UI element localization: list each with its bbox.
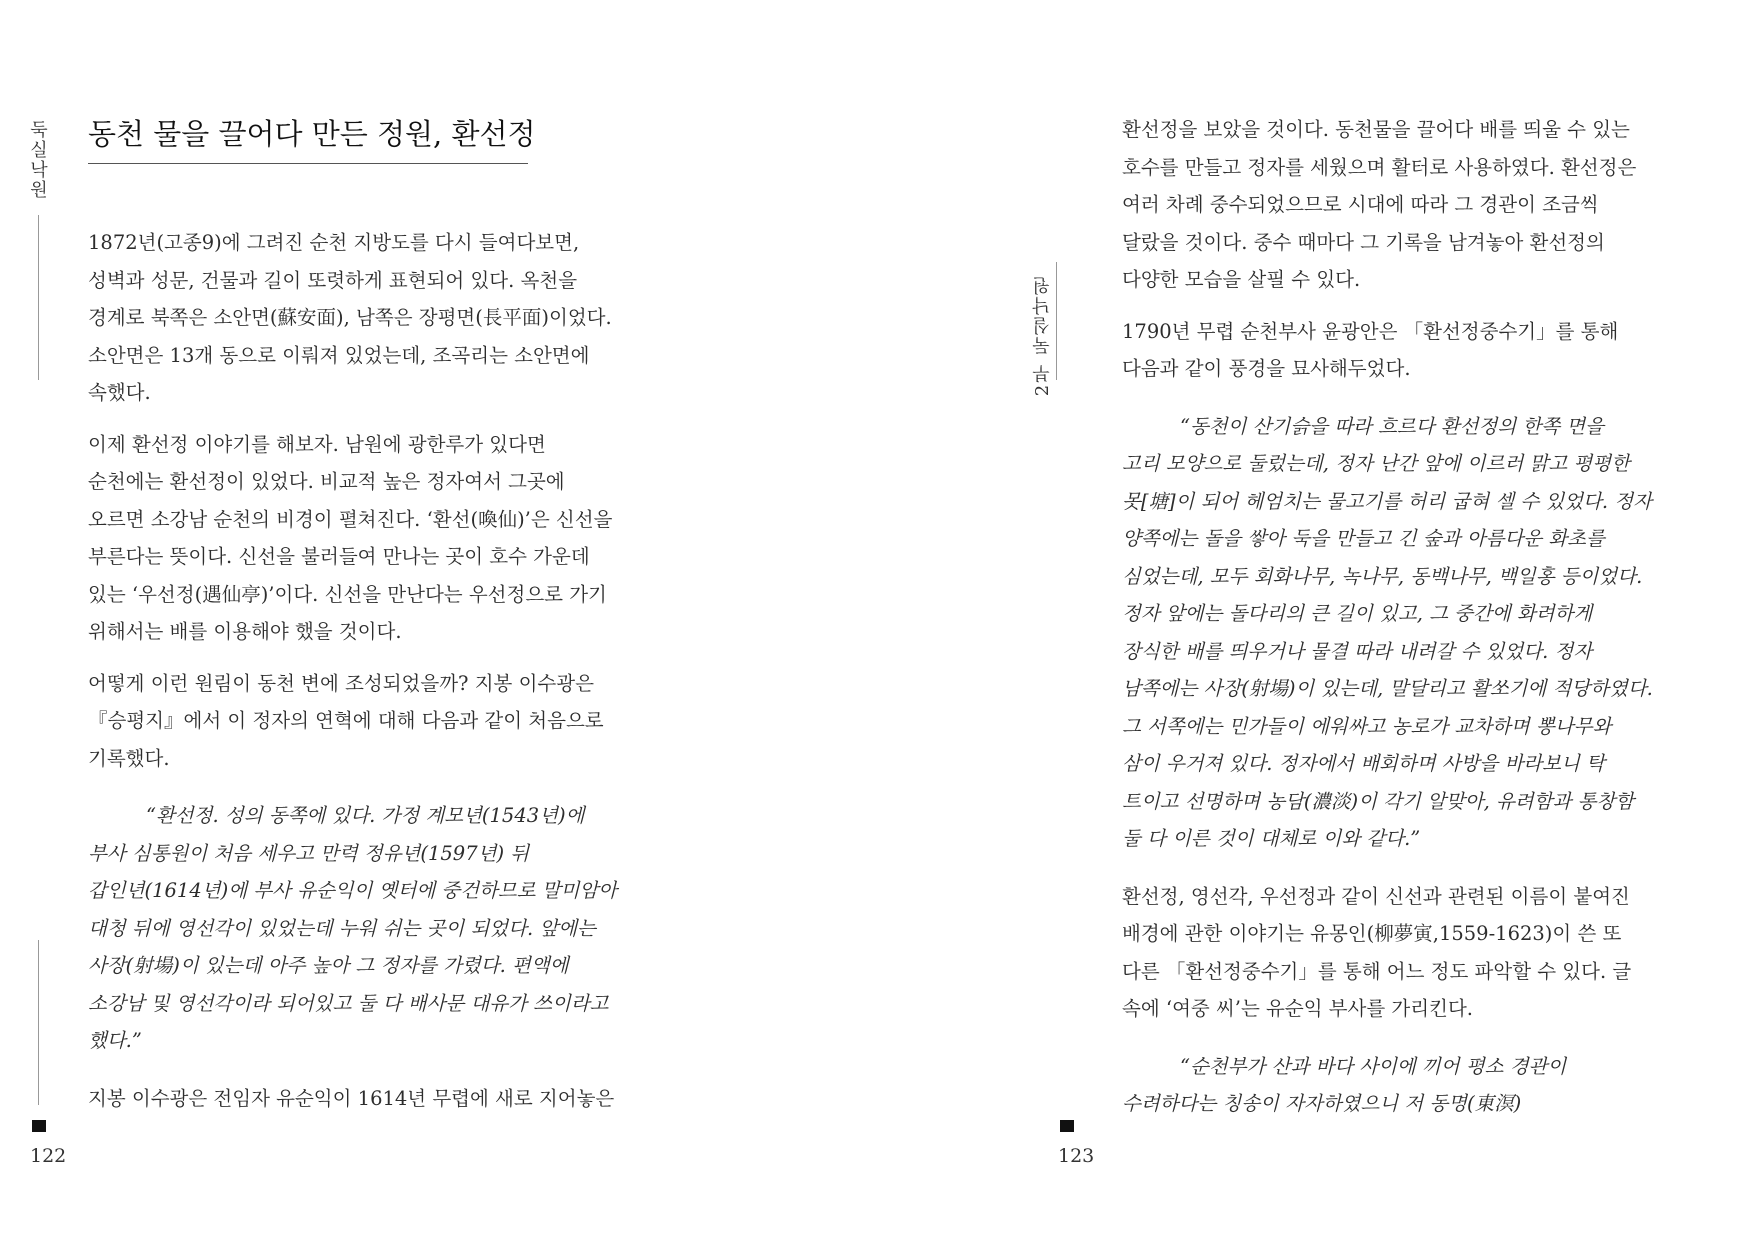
left-body-text <box>88 224 648 1131</box>
block-quote: “환선정. 성의 동쪽에 있다. 가정 계모년(1543년)에 부사 심통원이 처음 세우고 만력 정유년(1597년) 뒤 갑인년(1614년)에 부사 유순익이 옛터에 중건하므로 말미암아 대청 뒤에 영선각이 있었는데 누워 쉬는 곳이 되었다. 앞에는 사장(射場)이 있는데 아주 높아 그 정자를 가렸다. 편액에 소강남 및 영선각이라 되어있고 둘 다 배사문 대유가 쓰이라고 했다.” <box>88 804 618 1052</box>
paragraph: 1790년 무렵 순천부사 윤광안은 「환선정중수기」를 통해 다음과 같이 풍경을 묘사해두었다. <box>1122 319 1619 380</box>
page-number: 122 <box>30 1145 67 1167</box>
block-quote: “동천이 산기슭을 따라 흐르다 환선정의 한쪽 면을 고리 모양으로 둘렀는데, 정자 난간 앞에 이르러 맑고 평평한 못[塘]이 되어 헤엄치는 물고기를 허리 굽혀 셀 수 있었다. 정자 양쪽에는 돌을 쌓아 둑을 만들고 긴 숲과 아름다운 화초를 심었는데, 모두 회화나무, 녹나무, 동백나무, 백일홍 등이었다. 정자 앞에는 돌다리의 큰 길이 있고, 그 중간에 화려하게 장식한 배를 띄우거나 물결 따라 내려갈 수 있었다. 정자 남쪽에는 사장(射場)이 있는데, 말달리고 활쏘기에 적당하였다. 그 서쪽에는 민가들이 에워싸고 농로가 교차하며 뽕나무와 삼이 우거져 있다. 정자에서 배회하며 사방을 바라보니 탁 트이고 선명하며 농담(濃淡)이 각기 알맞아, 유려함과 통창함 둘 다 이른 것이 대체로 이와 같다.” <box>1122 414 1653 850</box>
margin-rule <box>1056 262 1057 380</box>
chapter-title: 동천 물을 끌어다 만든 정원, 환선정 <box>88 112 528 164</box>
paragraph: 지봉 이수광은 전임자 유순익이 1614년 무렵에 새로 지어놓은 <box>88 1086 615 1110</box>
paragraph: 1872년(고종9)에 그려진 순천 지방도를 다시 들여다보면, 성벽과 성문, 건물과 길이 또렷하게 표현되어 있다. 옥천을 경계로 북쪽은 소안면(蘇安面), 남쪽은 장평면(長平面)이었다. 소안면은 13개 동으로 이뤄져 있었는데, 조곡리는 소안면에 속했다. <box>88 231 612 404</box>
paragraph: 환선정을 보았을 것이다. 동천물을 끌어다 배를 띄울 수 있는 호수를 만들고 정자를 세웠으며 활터로 사용하였다. 환선정은 여러 차례 중수되었으므로 시대에 따라 그 경관이 조금씩 달랐을 것이다. 중수 때마다 그 기록을 남겨놓아 환선정의 다양한 모습을 살필 수 있다. <box>1122 118 1637 291</box>
page-marker-icon <box>32 1120 46 1132</box>
section-label: 2부 둑실낙원 <box>1032 275 1053 397</box>
margin-rule <box>38 215 39 380</box>
paragraph: 환선정, 영선각, 우선정과 같이 신선과 관련된 이름이 붙여진 배경에 관한 이야기는 유몽인(柳夢寅,1559-1623)이 쓴 또 다른 「환선정중수기」를 통해 어느 정도 파악할 수 있다. 글 속에 ‘여중 씨’는 유순익 부사를 가리킨다. <box>1122 884 1632 1020</box>
page-number: 123 <box>1058 1145 1095 1167</box>
margin-rule <box>38 940 39 1105</box>
left-page <box>0 0 874 1241</box>
right-body-text <box>1122 111 1682 1137</box>
block-quote: “순천부가 산과 바다 사이에 끼어 평소 경관이 수려하다는 칭송이 자자하였으니 저 동명(東溟) <box>1122 1054 1567 1115</box>
section-label: 둑실낙원 <box>27 120 48 200</box>
paragraph: 어떻게 이런 원림이 동천 변에 조성되었을까? 지봉 이수광은 『승평지』에서 이 정자의 연혁에 대해 다음과 같이 처음으로 기록했다. <box>88 671 604 770</box>
page-marker-icon <box>1060 1120 1074 1132</box>
paragraph: 이제 환선정 이야기를 해보자. 남원에 광한루가 있다면 순천에는 환선정이 있었다. 비교적 높은 정자여서 그곳에 오르면 소강남 순천의 비경이 펼쳐진다. ‘환선(喚仙)’은 신선을 부른다는 뜻이다. 신선을 불러들여 만나는 곳이 호수 가운데 있는 ‘우선정(遇仙亭)’이다. 신선을 만난다는 우선정으로 가기 위해서는 배를 이용해야 했을 것이다. <box>88 432 613 643</box>
